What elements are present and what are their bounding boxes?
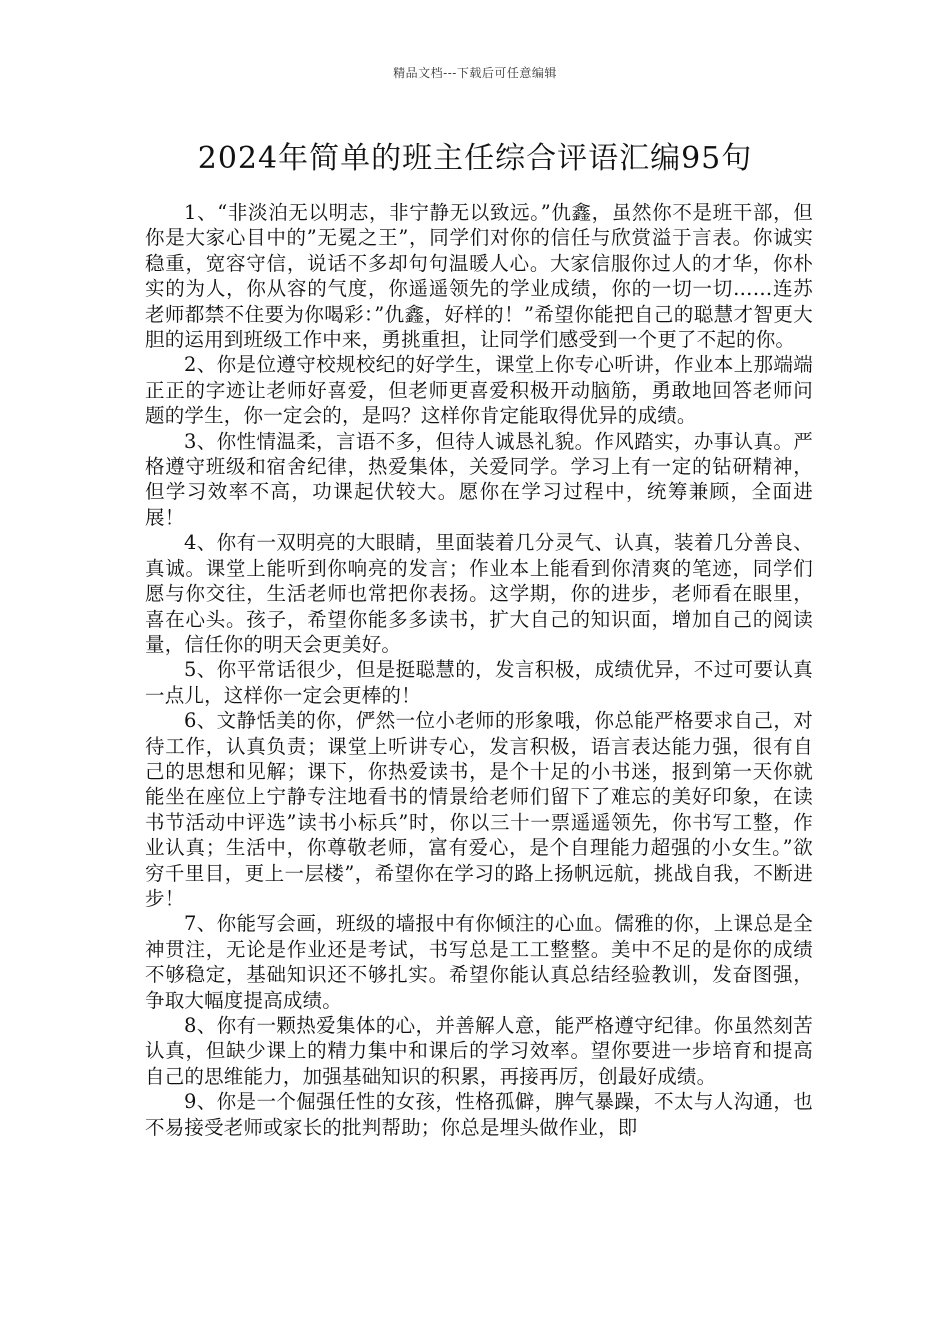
paragraph-9: 9、你是一个倔强任性的女孩，性格孤僻，脾气暴躁，不太与人沟通，也不易接受老师或家长的批判帮助；你总是埋头做作业，即 xyxy=(145,1090,813,1139)
paragraph-2: 2、你是位遵守校规校纪的好学生，课堂上你专心听讲，作业本上那端端正正的字迹让老师好喜爱，但老师更喜爱积极开动脑筋，勇敢地回答老师问题的学生，你一定会的，是吗？这样你肯定能取得优异的成绩。 xyxy=(145,353,813,428)
paragraph-5: 5、你平常话很少，但是挺聪慧的，发言积极，成绩优异，不过可要认真一点儿，这样你一定会更棒的！ xyxy=(145,658,813,707)
paragraph-7: 7、你能写会画，班级的墙报中有你倾注的心血。儒雅的你，上课总是全神贯注，无论是作业还是考试，书写总是工工整整。美中不足的是你的成绩不够稳定，基础知识还不够扎实。希望你能认真总结经验教训，发奋图强，争取大幅度提高成绩。 xyxy=(145,912,813,1012)
document-title: 2024年简单的班主任综合评语汇编95句 xyxy=(197,141,753,176)
paragraph-1: 1、“非淡泊无以明志，非宁静无以致远。”仇鑫，虽然你不是班干部，但你是大家心目中的”无冕之王”，同学们对你的信任与欣赏溢于言表。你诚实稳重，宽容守信，说话不多却句句温暖人心。大家信服你过人的才华，你朴实的为人，你从容的气度，你遥遥领先的学业成绩，你的一切一切……连苏老师都禁不住要为你喝彩：”仇鑫，好样的！”希望你能把自己的聪慧才智更大胆的运用到班级工作中来，勇挑重担，让同学们感受到一个更了不起的你。 xyxy=(145,201,813,352)
paragraph-8: 8、你有一颗热爱集体的心，并善解人意，能严格遵守纪律。你虽然刻苦认真，但缺少课上的精力集中和课后的学习效率。望你要进一步培育和提高自己的思维能力，加强基础知识的积累，再接再厉，创最好成绩。 xyxy=(145,1014,813,1088)
paragraph-4: 4、你有一双明亮的大眼睛，里面装着几分灵气、认真，装着几分善良、真诚。课堂上能听到你响亮的发言；作业本上能看到你清爽的笔迹，同学们愿与你交往，生活老师也常把你表扬。这学期，你的进步，老师看在眼里，喜在心头。孩子，希望你能多多读书，扩大自己的知识面，增加自己的阅读量，信任你的明天会更美好。 xyxy=(145,531,813,656)
paragraph-3: 3、你性情温柔，言语不多，但待人诚恳礼貌。作风踏实，办事认真。严格遵守班级和宿舍纪律，热爱集体，关爱同学。学习上有一定的钻研精神，但学习效率不高，功课起伏较大。愿你在学习过程中，统筹兼顾，全面进展！ xyxy=(145,429,813,529)
paragraph-6: 6、文静恬美的你，俨然一位小老师的形象哦，你总能严格要求自己，对待工作，认真负责；课堂上听讲专心，发言积极，语言表达能力强，很有自己的思想和见解；课下，你热爱读书，是个十足的小书迷，报到第一天你就能坐在座位上宁静专注地看书的情景给老师们留下了难忘的美好印象，在读书节活动中评选”读书小标兵”时，你以三十一票遥遥领先，你书写工整，作业认真；生活中，你尊敬老师，富有爱心，是个自理能力超强的小女生。”欲穷千里目，更上一层楼”，希望你在学习的路上扬帆远航，挑战自我，不断进步！ xyxy=(145,709,813,910)
header-note: 精品文档---下载后可任意编辑 xyxy=(393,66,557,80)
document-body xyxy=(145,200,813,1140)
